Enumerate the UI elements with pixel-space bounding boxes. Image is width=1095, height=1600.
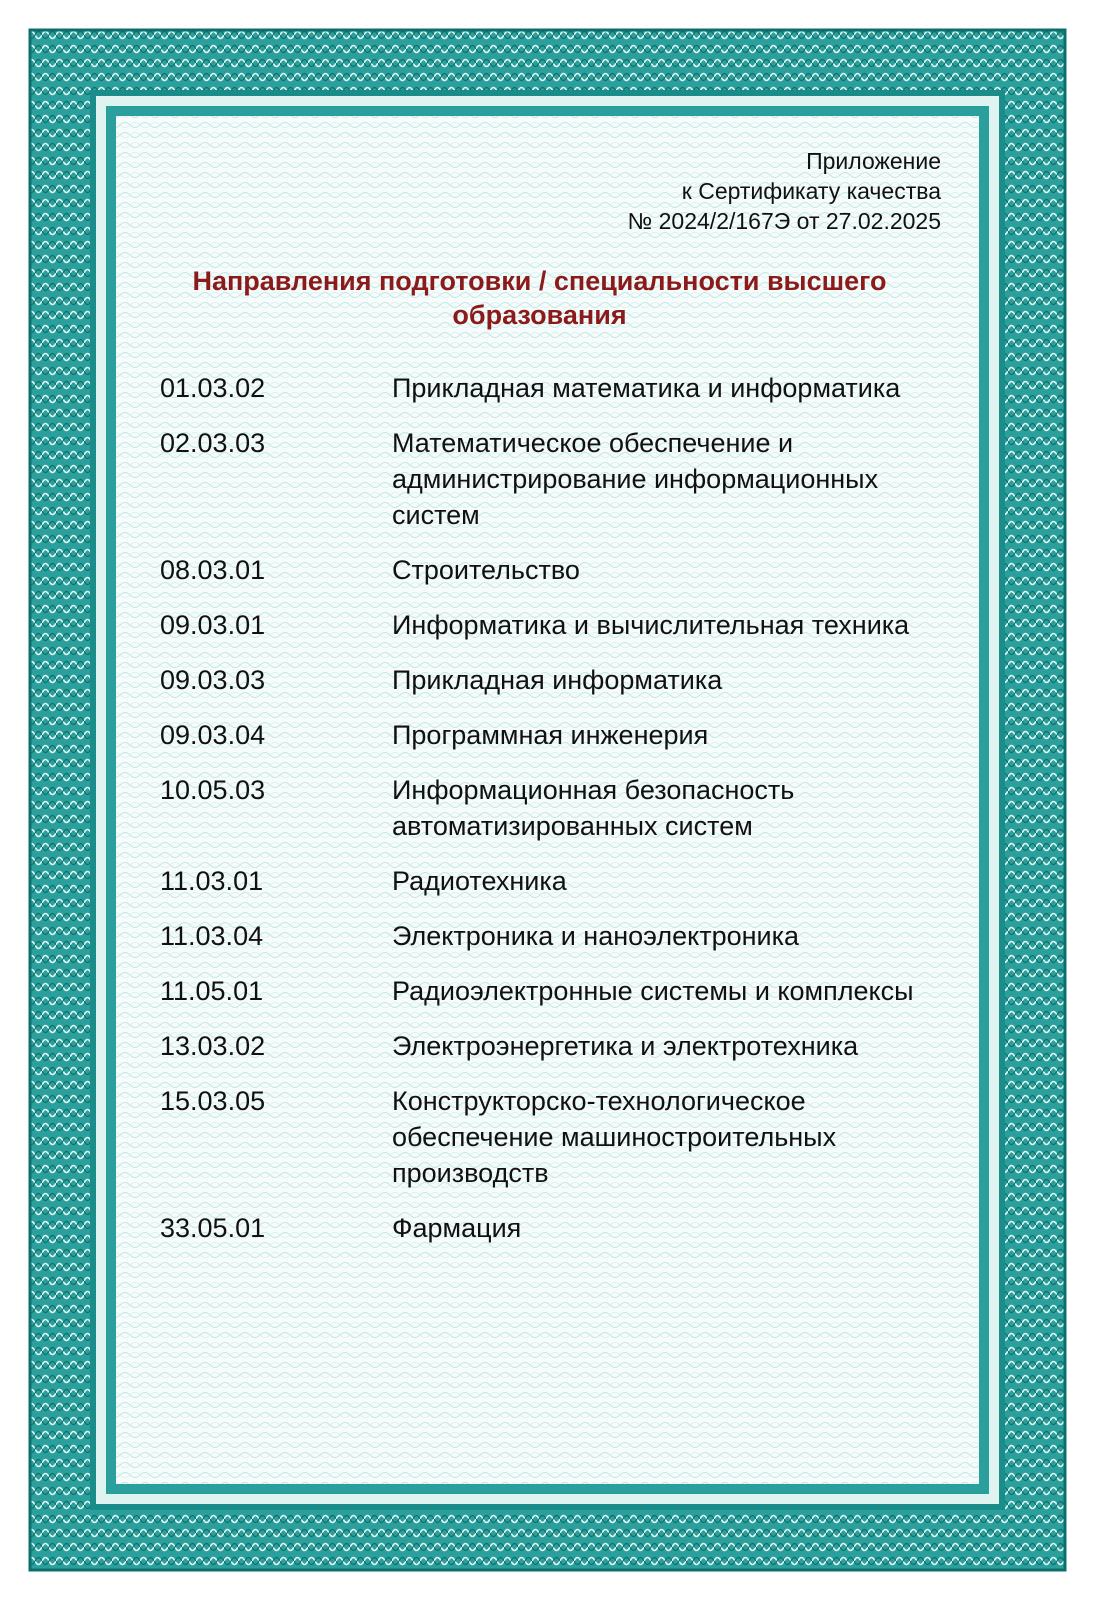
- programs-list: [160, 370, 960, 1265]
- program-name: Радиотехника: [392, 866, 567, 896]
- program-code: 01.03.02: [160, 373, 266, 403]
- program-code: 15.03.05: [160, 1086, 266, 1116]
- program-row: [160, 863, 960, 899]
- program-row: [160, 973, 960, 1009]
- program-name: Информационная безопасность автоматизированных систем: [392, 775, 795, 841]
- program-code: 11.03.04: [160, 921, 264, 951]
- program-name: Программная инженерия: [392, 720, 709, 750]
- document-body: [118, 118, 977, 1482]
- program-code: 11.03.01: [160, 866, 264, 896]
- program-row: [160, 717, 960, 753]
- appendix-line-1: Приложение: [806, 148, 941, 174]
- program-row: [160, 662, 960, 698]
- program-code: 13.03.02: [160, 1031, 266, 1061]
- program-row: [160, 370, 960, 406]
- program-row: [160, 607, 960, 643]
- program-name: Строительство: [392, 555, 580, 585]
- program-code: 33.05.01: [160, 1213, 266, 1243]
- program-code: 10.05.03: [160, 775, 266, 805]
- program-code: 11.05.01: [160, 976, 264, 1006]
- program-name: Математическое обеспечение и администрирование информационных систем: [392, 428, 879, 530]
- program-name: Информатика и вычислительная техника: [392, 610, 910, 640]
- program-code: 09.03.01: [160, 610, 266, 640]
- program-code: 09.03.03: [160, 665, 266, 695]
- program-name: Электроника и наноэлектроника: [392, 921, 800, 951]
- program-row: [160, 425, 960, 533]
- program-row: [160, 1028, 960, 1064]
- program-code: 09.03.04: [160, 720, 266, 750]
- program-name: Электроэнергетика и электротехника: [392, 1031, 859, 1061]
- appendix-line-3: № 2024/2/167Э от 27.02.2025: [627, 208, 941, 234]
- program-row: [160, 918, 960, 954]
- program-name: Конструкторско-технологическое обеспечение машиностроительных производств: [392, 1086, 837, 1188]
- program-row: [160, 772, 960, 844]
- document-title: Направления подготовки / специальности высшего образования: [192, 266, 887, 330]
- program-name: Прикладная математика и информатика: [392, 373, 901, 403]
- program-code: 02.03.03: [160, 428, 266, 458]
- program-name: Фармация: [392, 1213, 522, 1243]
- program-row: [160, 1210, 960, 1246]
- program-name: Прикладная информатика: [392, 665, 723, 695]
- program-row: [160, 1083, 960, 1191]
- appendix-header: [628, 146, 941, 236]
- program-row: [160, 552, 960, 588]
- program-name: Радиоэлектронные системы и комплексы: [392, 976, 914, 1006]
- program-code: 08.03.01: [160, 555, 266, 585]
- appendix-line-2: к Сертификату качества: [681, 178, 941, 204]
